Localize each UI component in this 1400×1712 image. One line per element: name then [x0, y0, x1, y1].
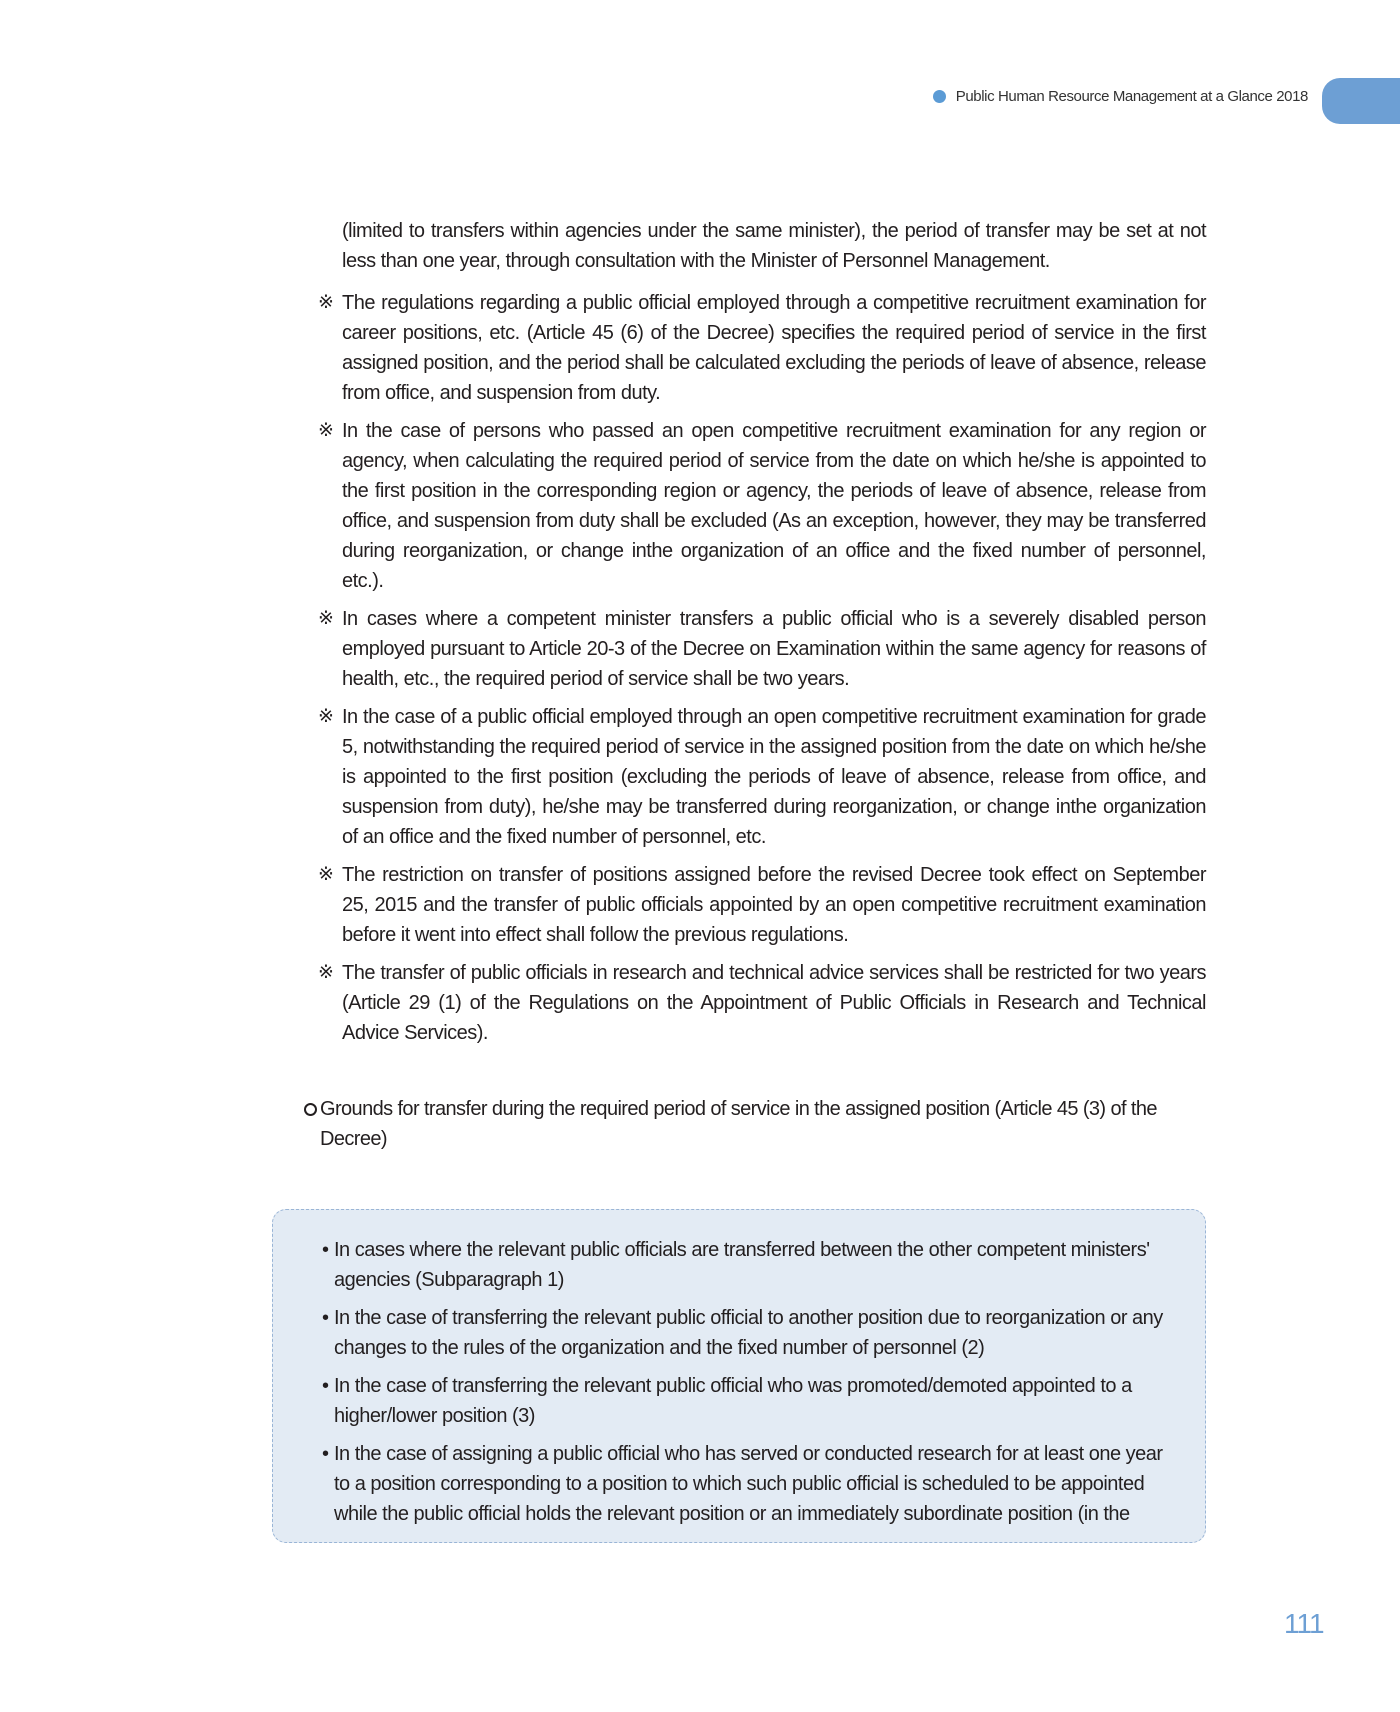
note-text: In the case of a public official employed through an open competitive recruitment examination for grade 5, notwithstanding the required period of service in the assigned position from the date on which he/she is appointed to the first position (excluding the periods of leave of absence, release from office, and suspension from duty), he/she may be transferred during reorganization, or change inthe organization of an office and the fixed number of personnel, etc. — [342, 706, 1206, 848]
grounds-box — [272, 1209, 1206, 1543]
reference-mark-icon: ※ — [318, 962, 334, 983]
list-item-text: In the case of assigning a public official who has served or conducted research for at least one year to a position corresponding to a position to which such public official is scheduled to be appointed while the public official holds the relevant position or an immediately subordinate position (in the — [334, 1443, 1163, 1525]
section-heading — [304, 1094, 1222, 1154]
note-text: The transfer of public officials in research and technical advice services shall be restricted for two years (Article 29 (1) of the Regulations on the Appointment of Public Officials in Research and Technical Advice Services). — [342, 962, 1206, 1044]
page-number: 111 — [1284, 1608, 1324, 1639]
reference-mark-icon: ※ — [318, 292, 334, 313]
reference-mark-icon: ※ — [318, 420, 334, 441]
note-text: The restriction on transfer of positions assigned before the revised Decree took effect on September 25, 2015 and the transfer of public officials appointed by an open competitive recruitment examination before it went into effect shall follow the previous regulations. — [342, 864, 1206, 946]
list-item-text: In the case of transferring the relevant public official to another position due to reorganization or any changes to the rules of the organization and the fixed number of personnel (2) — [334, 1307, 1163, 1359]
note-item — [318, 702, 1206, 852]
section-heading-text: Grounds for transfer during the required period of service in the assigned position (Article 45 (3) of the Decree) — [320, 1098, 1157, 1150]
notes-list — [318, 288, 1206, 1056]
list-item — [323, 1303, 1179, 1363]
list-item — [323, 1235, 1179, 1295]
note-item — [318, 958, 1206, 1048]
list-item-text: In the case of transferring the relevant public official who was promoted/demoted appointed to a higher/lower position (3) — [334, 1375, 1132, 1427]
list-item — [323, 1371, 1179, 1431]
reference-mark-icon: ※ — [318, 706, 334, 727]
note-text: The regulations regarding a public official employed through a competitive recruitment examination for career positions, etc. (Article 45 (6) of the Decree) specifies the required period of service in the first assigned position, and the period shall be calculated excluding the periods of leave of absence, release from office, and suspension from duty. — [342, 292, 1206, 404]
note-text: In the case of persons who passed an open competitive recruitment examination for any region or agency, when calculating the required period of service from the date on which he/she is appointed to the first position in the corresponding region or agency, the periods of leave of absence, release from office, and suspension from duty shall be excluded (As an exception, however, they may be transferred during reorganization, or change inthe organization of an office and the fixed number of personnel, etc.). — [342, 420, 1206, 592]
note-item — [318, 416, 1206, 596]
note-text: In cases where a competent minister transfers a public official who is a severely disabled person employed pursuant to Article 20-3 of the Decree on Examination within the same agency for reasons of health, etc., the required period of service shall be two years. — [342, 608, 1206, 690]
reference-mark-icon: ※ — [318, 864, 334, 885]
header-tab-marker — [1322, 78, 1400, 124]
list-item-text: In cases where the relevant public officials are transferred between the other competent ministers' agencies (Subparagraph 1) — [334, 1239, 1150, 1291]
running-header — [933, 88, 1308, 105]
note-item — [318, 860, 1206, 950]
bullet-icon: • — [322, 1375, 329, 1397]
header-title: Public Human Resource Management at a Glance 2018 — [955, 88, 1308, 105]
note-item — [318, 604, 1206, 694]
reference-mark-icon: ※ — [318, 608, 334, 629]
list-item — [323, 1439, 1179, 1529]
note-item — [318, 288, 1206, 408]
bullet-icon: • — [322, 1307, 329, 1329]
bullet-icon: • — [322, 1239, 329, 1261]
bullet-icon: • — [322, 1443, 329, 1465]
grounds-list — [323, 1235, 1179, 1537]
header-dot-icon — [933, 90, 946, 103]
continuation-paragraph: (limited to transfers within agencies under the same minister), the period of transfer may be set at not less than one year, through consultation with the Minister of Personnel Management. — [342, 220, 1206, 272]
circle-bullet-icon — [304, 1103, 317, 1116]
